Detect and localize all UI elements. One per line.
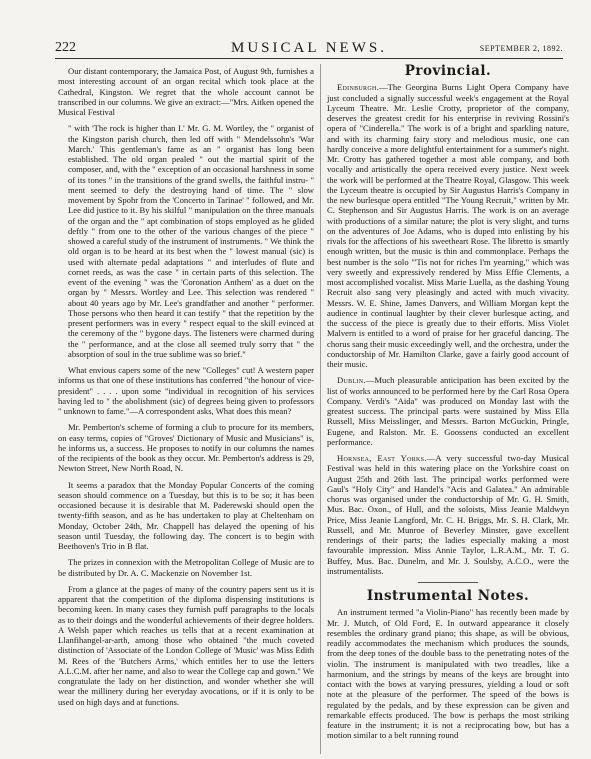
left-column: [58, 66, 314, 713]
place-name: Edinburgh.: [337, 82, 380, 93]
header-rule: [55, 58, 563, 59]
place-name: Dublin.: [337, 375, 366, 386]
column-divider: [320, 64, 321, 754]
violin-piano-paragraph: An instrument termed "a Violin-Piano" has recently been made by Mr. J. Mutch, of Old Ford, E. In outward appearance it closely resembles the ordinary grand piano; this shape, as will be obvious, readily accommodates the mechanism which produces the sounds, from the deep tones of the double bass to the penetrating notes of the violin. The instrument is manipulated with two treadles, like a harmonium, and the strings by means of the keys are brought into contact with the bows at varying pressures, yielding a loud or soft note at the pleasure of the performer. The speed of the bows is regulated by the pedals, and by these expression can be given and remarkable effects produced. The bow is perhaps the most striking feature in the instrument; it is not a reciprocating bow, but has a motion similar to a belt running round: [327, 607, 569, 741]
section-heading-provincial: Provincial.: [404, 63, 492, 79]
right-column: [327, 63, 569, 747]
organ-recital-quote: " with 'The rock is higher than I.' Mr. G. M. Wortley, the " organist of the Kingston parish church, then led off with " Mendelssohn's 'War March.' This gentleman's fame as an " organist has long been established. The old organ pealed " out the martial spirit of the composer, and, with the " exception of an occasional harshness in some of its tones " in the transitions of the grand swells, the faithful instru- " ment seemed to defy the destroying hand of time. The " slow movement by Spohr from the 'Concerto in Tarinae' " followed, and Mr. Lee did justice to it. By his skilful " manipulation on the three manuals of the organ and the " apt combination of stops employed as he glided deftly " from one to the other of the various changes of the piece " showed a careful study of the instrument of instruments. " We think the old organ is to be heard at its best when the " lowest manual (sic) is used with alternate pedal adaptations " and interludes of flute and cornet reeds, as was the case " in certain parts of this selection. The event of the evening " was the 'Coronation Anthem' as a duet on the organ by " Messrs. Wortley and Lee. This selection was rendered " about 40 years ago by Mr. Lee's grandfather and another " performer. Those persons who then heard it can testify " that the repetition by the present performers was in every " respect equal to the skill evinced at the ceremony of the " bygone days. The listeners were charmed during the " performance, and at the close all seemed truly sorry that " the absorption of soul in the true sublime was so brief.": [68, 123, 314, 359]
monday-popular-paragraph: It seems a paradox that the Monday Popular Concerts of the coming season should commence on a Tuesday, but this is to be so; it has been occasioned because it is desirable that M. Paderewski should open the twenty-fifth season, and as he has undertaken to play at Cheltenham on Monday, October 24th, Mr. Chappell has delayed the opening of his season until Tuesday, the following day. The concert is to begin with Beethoven's Trio in B flat.: [58, 479, 314, 551]
page-number: 222: [55, 40, 76, 55]
masthead-title: MUSICAL NEWS.: [231, 40, 387, 56]
paragraph-text: —Much pleasurable anticipation has been excited by the list of works announced to be performed here by the Carl Rosa Opera Company. Verdi's "Aida" was produced on Monday last with the greatest success. The principal parts were sustained by Miss Ella Russell, Miss Meisslinger, and Messrs. Barton McGuckin, Pringle, Eugene, and Ralston. Mr. E. Goossens conducted an excellent performance.: [327, 375, 569, 447]
diploma-paragraph: From a glance at the pages of many of the country papers sent us it is apparent that the competition of the diploma dispensing institutions is becoming keen. In many cases they furnish puff paragraphs to the locals as to their doings and the wonderful achievements of their degree holders. A Welsh paper which reaches us tells that at a recent examination at Llanfihangel-ar-arth, among those who obtained "the much coveted distinction of 'Associate of the London College of 'Music' was Miss Edith M. Rees of the 'Butchers Arms,' which entitles her to use the letters A.L.C.M. after her name, and also to wear the College cap and gown." We congratulate the lady on her distinction, and wonder whether she will wear the millinery during her everyday avocations, or if it is only to be used on high days and at functions.: [58, 583, 314, 707]
colleges-paragraph: What envious capers some of the new "Colleges" cut! A western paper informs us that one of these institutions has conferred "the honour of vice-president" . . . . upon some "individual in recognition of his services having led to " the abolishment (sic) of degrees being given to professors " unknown to fame."—A correspondent asks, What does this mean?: [58, 365, 314, 416]
issue-date: SEPTEMBER 2, 1892.: [479, 44, 563, 53]
place-name: Hornsea, East Yorks.: [337, 453, 427, 463]
prizes-paragraph: The prizes in connexion with the Metropolitan College of Music are to be distributed by Dr. A. C. Mackenzie on November 1st.: [58, 557, 314, 578]
section-heading-instrumental-notes: Instrumental Notes.: [366, 588, 530, 604]
paragraph-text: —The Georgina Burns Light Opera Company have just concluded a signally successful week's engagement at the Royal Lyceum Theatre. Mr. Leslie Crotty, proprietor of the company, deserves the greatest credit for his enterprise in reviving Rossini's opera of "Cinderella." The work is of a bright and sparkling nature, and with its charming fairy story and melodious music, one can hardly conceive a more delightful entertainment for a summer's night. Mr. Crotty has gathered together a most able company, and both vocally and artistically the opera received every justice. Next week the work will be performed at the Theatre Royal, Glasgow. This week the Lyceum theatre is occupied by Sir Augustus Harris's Company in the new burlesque opera entitled "The Young Recruit," written by Mr. C. Stephenson and Sir Augustus Harris. The work is on an average with productions of a similar nature; the plot is very slight, and turns on the adventures of Joe Adams, who is duped into enlisting by his rivals for the affections of his sweetheart Rose. The libretto is smartly enough written, but the music is thin and commonplace. Perhaps the best number is the solo "'Tis not for riches I'm yearning," which was very sweetly and expressively rendered by Miss Effie Clements, a most accomplished vocalist. Miss Marie Luella, as the dashing Young Recruit also sang very pleasingly and acted with much vivacity. Messrs. W. E. Shine, James Danvers, and William Morgan kept the audience in continual laughter by their clever burlesque acting, and the success of the piece is greatly due to their efforts. Miss Violet Malvern is entitled to a word of praise for her graceful dancing. The chorus sang their music exceedingly well, and the orchestra, under the conductorship of Mr. Hamilton Clarke, gave a fairly good account of their music.: [327, 82, 569, 369]
jamaica-post-paragraph: Our distant contemporary, the Jamaica Post, of August 9th, furnishes a most interesting account of an organ recital which took place at the Cathedral, Kingston. We regret that the whole account cannot be transcribed in our columns. We give an extract:—"Mrs. Aitken opened the Musical Festival: [58, 66, 314, 117]
page-header: [55, 40, 563, 58]
hornsea-paragraph: [327, 453, 569, 576]
dublin-paragraph: [327, 375, 569, 447]
paragraph-text: —A very successful two-day Musical Festival was held in this watering place on the Yorkshire coast on August 25th and 26th last. The principal works performed were Gaul's "Holy City" and Handel's "Acis and Galatea." An admirable chorus was organised under the conductorship of Mr. G. H. Smith, Mus. Bac. Oxon., of Hull, and the soloists, Miss Jeanie Maldwyn Price, Miss Jeanie Langford, Mr. C. H. Briggs, Mr. S. H. Clark, Mr. Russell, and Mr. Munroe of Beverley Minster, gave excellent renderings of their parts; the ladies especially making a most favourable impression. Miss Annie Taylor, L.R.A.M., Mr. T. G. Buffey, Mus. Bac. Dunelm, and Mr. J. Soulsby, A.C.O., were the instrumentalists.: [327, 453, 569, 576]
section-rule: [418, 582, 478, 583]
pemberton-paragraph: Mr. Pemberton's scheme of forming a club to procure for its members, on easy terms, copies of "Groves' Dictionary of Music and Musicians" is, he informs us, a success. He proposes to notify in our columns the names of the recipients of the book as they occur. Mr. Pemberton's address is 29, Newton Street, New North Road, N.: [58, 422, 314, 474]
edinburgh-paragraph: [327, 82, 569, 369]
